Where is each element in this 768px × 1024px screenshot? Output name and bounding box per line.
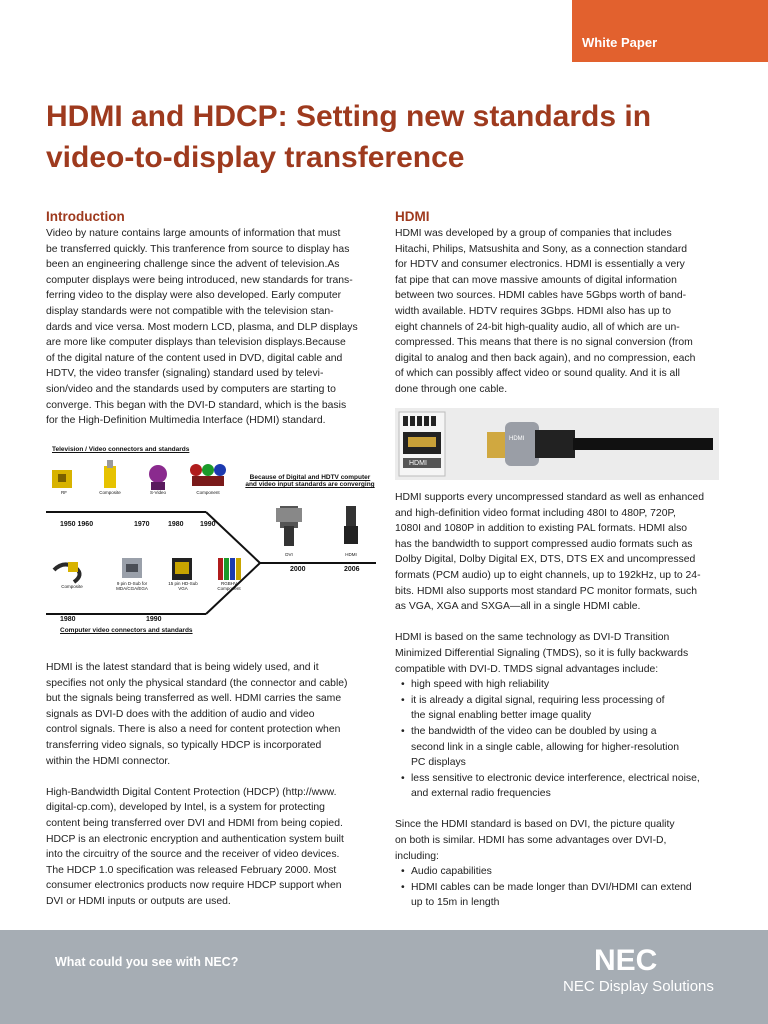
- intro-paragraph-3: High-Bandwidth Digital Content Protection (HDCP) (http://www. digital-cp.com), developed by Intel, is a system for protecting content being transferred over DVI and HDMI from being copied. HDCP is an electronic encryption and authentication system built into the circuitry of the source and the receiver of video devices. The HDCP 1.0 specification was released February 2000. Most consumer electronics products now require HDCP support when DVI or HDMI inputs or outputs are used.: [46, 786, 344, 907]
- intro-paragraph-1: Video by nature contains large amounts of information that must be transferred quickly. This tranference from source to display has been an engineering challenge since the advent of television.As computer displays were being introduced, new standards for trans- ferring video to the display were also developed. Early computer display standards were not compatible with the television stan- dards and vice versa. Most modern LCD, plasma, and DLP displays are more like computer displays than television displays.Because of the digital nature of the content used in DVD, digital cable and HDTV, the video transfer (signaling) standard used by televi- sion/video and the standards used by computers are starting to converge. This began with the DVI-D standard, which is the basis for the High-Definition Multimedia Interface (HDMI) standard.: [46, 228, 358, 427]
- white-paper-tag: [572, 0, 768, 62]
- intro-paragraph-2: HDMI is the latest standard that is being widely used, and it specifies not only the physical standard (the connector and cable) but the signals being transferred as well. HDMI carries the same signals as DVI-D does with the addition of audio and video control signals. There is also a need for content protection when transferring video signals, so typically HDCP is incorporated within the HDMI connector.: [46, 662, 348, 767]
- list-item: • HDMI cables can be made longer than DVI/HDMI can extend up to 15m in length: [395, 880, 725, 911]
- nec-division-name: NEC Display Solutions: [563, 978, 714, 995]
- hdmi-paragraph-2: HDMI supports every uncompressed standard as well as enhanced and high-definition video format including 480I to 480P, 720P, 1080I and 1080P in addition to existing PAL formats. HDMI also has the bandwidth to support compressed audio formats such as Dolby Digital, Dolby Digital EX, DTS, DTS EX and uncompressed formats (PCM audio) up to eight channels, up to 192kHz, up to 24- bits. HDMI also supports most standard PC monitor formats, such as VGA, XGA and SXGA—all in a single HDMI cable.: [395, 492, 704, 613]
- rgbhv-connector-icon: [218, 558, 241, 580]
- hdmi-paragraph-4: Since the HDMI standard is based on DVI, the picture quality on both is similar. HDMI has some advantages over DVI-D, including:: [395, 819, 675, 862]
- page-title: HDMI and HDCP: Setting new standards in video-to-display transference: [46, 100, 652, 174]
- tv-diagram-title: Television / Video connectors and standards: [52, 446, 190, 453]
- tv-year-label: 1970: [134, 521, 150, 528]
- pc-year-label: 1980: [60, 616, 76, 623]
- svideo-connector-icon: [149, 465, 167, 490]
- tmds-advantages-list: [395, 677, 725, 802]
- hdmi-connector-icon: [344, 506, 358, 544]
- hdmi-paragraph-3: HDMI is based on the same technology as DVI-D Transition Minimized Differential Signaling (TMDS), so it is fully backwards compatible with DVI-D. TMDS signal advantages include:: [395, 632, 689, 675]
- tv-connector-label: Component: [196, 490, 220, 495]
- digital-year-label: 2000: [290, 566, 306, 573]
- tv-year-label: 1990: [200, 521, 216, 528]
- dsub9-connector-icon: [122, 558, 142, 578]
- hdmi-cable-graphic: [395, 408, 719, 480]
- connector-history-diagram: [46, 440, 376, 636]
- digital-connector-label: HDMI: [345, 552, 357, 557]
- digital-year-label: 2006: [344, 566, 360, 573]
- tv-connector-label: S-Video: [150, 490, 166, 495]
- svg-text:NEC: NEC: [594, 944, 658, 974]
- list-item: • less sensitive to electronic device interference, electrical noise, and external radio frequencies: [395, 771, 725, 802]
- footer-slogan: What could you see with NEC?: [55, 955, 239, 969]
- plug-label: HDMI: [509, 436, 525, 442]
- diagram-graphics: [46, 440, 376, 636]
- tv-year-label: 1980: [168, 521, 184, 528]
- nec-logo: [594, 944, 680, 974]
- converging-note: Because of Digital and HDTV computer and video input standards are converging: [245, 474, 375, 488]
- tv-year-label: 1950 1960: [60, 521, 94, 528]
- introduction-section: [46, 209, 376, 429]
- port-label: HDMI: [405, 460, 431, 467]
- component-connector-icon: [190, 464, 226, 486]
- dvi-connector-icon: [276, 506, 302, 546]
- tv-connector-label: RF: [61, 490, 67, 495]
- vga-connector-icon: [172, 558, 192, 580]
- composite-connector-icon: [104, 460, 116, 488]
- hdmi-cable-photo: [395, 408, 719, 480]
- digital-connector-label: DVI: [285, 552, 293, 557]
- rf-connector-icon: [52, 470, 72, 488]
- introduction-heading: Introduction: [46, 209, 125, 224]
- pc-year-label: 1990: [146, 616, 162, 623]
- pc-connector-label: 9 pin D-Sub for MDA/CGA/EGA: [116, 581, 148, 591]
- list-item: • high speed with high reliability: [395, 677, 725, 693]
- list-item: • Audio capabilities: [395, 864, 725, 880]
- pc-connector-label: 15 pin HD-Sub VGA: [168, 581, 198, 591]
- pc-diagram-title: Computer video connectors and standards: [60, 627, 193, 634]
- white-paper-label: White Paper: [582, 35, 658, 50]
- footer-band: [0, 930, 768, 1024]
- hdmi-plug-icon: [487, 422, 713, 466]
- list-item: • the bandwidth of the video can be doubled by using a second link in a single cable, allowing for higher-resolution PC displays: [395, 724, 725, 771]
- list-item: • it is already a digital signal, requiring less processing of the signal enabling better image quality: [395, 693, 725, 724]
- intro-continued: [46, 660, 376, 910]
- hdmi-continued: [395, 490, 725, 911]
- hdmi-advantages-list: [395, 864, 725, 911]
- tv-connector-label: Composite: [99, 490, 121, 495]
- hdmi-heading: HDMI: [395, 209, 430, 224]
- hdmi-section: [395, 209, 725, 398]
- pc-connector-label: Composite: [61, 584, 83, 589]
- hdmi-paragraph-1: HDMI was developed by a group of companies that includes Hitachi, Philips, Matsushita and Sony, as a connection standard for HDTV and consumer electronics. HDMI is essentially a very fat pipe that can move massive amounts of digital information between two sources. HDMI cables have 5Gbps worth of band- width available. HDTV requires 3Gbps. HDMI also has up to eight channels of 24-bit high-quality audio, all of which are un- compressed. This means that there is no signal conversion (from digital to analog and then back again), and no compression, each of which can possibly affect video or sound quality. And it is all done through one cable.: [395, 228, 696, 395]
- pc-connector-label: RGBHV Component: [217, 581, 241, 591]
- pc-composite-cable-icon: [54, 562, 80, 582]
